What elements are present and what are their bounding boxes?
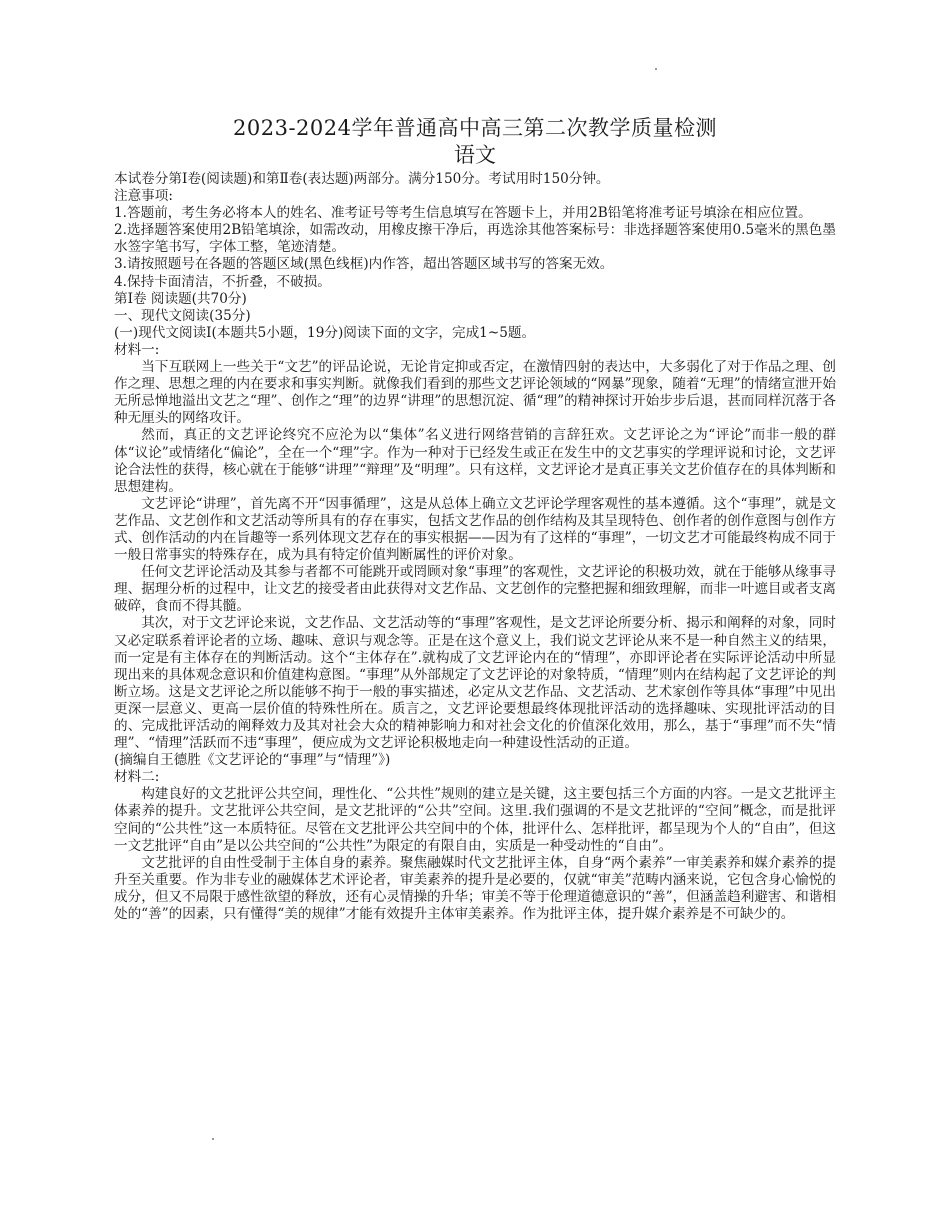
paragraph: 文艺批评的自由性受制于主体自身的素养。聚焦融媒时代文艺批评主体，自身“两个素养”一审美素养和媒介素养的提升至关重要。作为非专业的融媒体艺术评论者，审美素养的提升是必要的，仅就“审美”范畴内涵来说，它包含身心愉悦的成分，但又不局限于感性欲望的释放，还有心灵情操的升华；审美不等于伦理道德意识的“善”，但涵盖趋利避害、和谐相处的“善”的因素，只有懂得“美的规律”才能有效提升主体审美素养。作为批评主体，提升媒介素养是不可缺少的。: [114, 854, 836, 923]
paragraph: 文艺评论“讲理”，首先离不开“因事循理”，这是从总体上确立文艺评论学理客观性的基本遵循。这个“事理”，就是文艺作品、文艺创作和文艺活动等所具有的存在事实，包括文艺作品的创作结构及其呈现特色、创作者的创作意图与创作方式、创作活动的内在旨趣等一系列体现文艺存在的事实根据——因为有了这样的“事理”，一切文艺才可能最终构成不同于一般日常事实的特殊存在，成为具有特定价值判断属性的评价对象。: [114, 495, 836, 564]
scan-speck: [655, 68, 657, 70]
source-citation: (摘编自王德胜《文艺评论的“事理”与“情理”》): [114, 752, 391, 769]
paragraph: 当下互联网上一些关于“文艺”的评品论说，无论肯定抑或否定，在激情四射的表达中，大多弱化了对于作品之理、创作之理、思想之理的内在要求和事实判断。就像我们看到的那些文艺评论领域的“网暴”现象，随着“无理”的情绪宣泄开始无所忌惮地溢出文艺之“理”、创作之“理”的边界“讲理”的思想沉淀、循“理”的精神探讨开始步步后退，甚而同样沉落于各种无厘头的网络攻讦。: [114, 359, 836, 427]
scan-speck: [212, 1138, 214, 1140]
notice-item: 2.选择题答案使用2B铅笔填涂，如需改动，用橡皮擦干净后，再选涂其他答案标号：非选择题答案使用0.5毫米的黑色墨水签字笔书写，字体工整，笔迹清楚。: [114, 222, 836, 256]
material-label: 材料一:: [114, 341, 160, 358]
exam-title: 2023-2024学年普通高中高三第二次教学质量检测: [233, 116, 717, 140]
notice-item: 1.答题前，考生务必将本人的姓名、准考证号等考生信息填写在答题卡上，并用2B铅笔将准考证号填涂在相应位置。: [114, 205, 812, 222]
paragraph: 任何文艺评论活动及其参与者都不可能跳开或罔顾对象“事理”的客观性，文艺评论的积极功效，就在于能够从缘事寻理、据理分析的过程中，让文艺的接受者由此获得对文艺作品、文艺创作的完整把握和细致理解，而非一叶遮目或者支离破碎，食而不得其髓。: [114, 564, 836, 615]
notice-item: 4.保持卡面清洁，不折叠，不破损。: [114, 273, 331, 290]
exam-body: [114, 171, 836, 923]
paragraph: 构建良好的文艺批评公共空间，理性化、“公共性”规则的建立是关键，这主要包括三个方面的内容。一是文艺批评主体素养的提升。文艺批评公共空间，是文艺批评的“公共”空间。这里.我们强调的不是文艺批评的“空间”概念，而是批评空间的“公共性”这一本质特征。尽管在文艺批评公共空间中的个体，批评什么、怎样批评，都呈现为个人的“自由”，但这一文艺批评“自由”是以公共空间的“公共性”为限定的有限自由，实质是一种受动性的“自由”。: [114, 786, 836, 854]
paragraph: 然而，真正的文艺评论终究不应沦为以“集体”名义进行网络营销的言辞狂欢。文艺评论之为“评论”而非一般的群体“议论”或情绪化“偏论”，全在一个“理”字。作为一种对于已经发生或正在发生中的文艺事实的学理评说和讨论，文艺评论合法性的获得，核心就在于能够“讲理”“辩理”及“明理”。只有这样，文艺评论才是真正事关文艺价值存在的具体判断和思想建构。: [114, 427, 836, 495]
exam-description: 本试卷分第Ⅰ卷(阅读题)和第Ⅱ卷(表达题)两部分。满分150分。考试用时150分钟。: [114, 171, 610, 187]
notice-item: 3.请按照题号在各题的答题区域(黑色线框)内作答，超出答题区域书写的答案无效。: [114, 256, 614, 273]
notice-heading: 注意事项:: [114, 188, 173, 205]
section-heading: 一、现代文阅读(35分): [114, 307, 251, 324]
material-label: 材料二:: [114, 769, 160, 786]
part-heading: 第Ⅰ卷 阅读题(共70分): [114, 290, 247, 307]
paragraph: 其次，对于文艺评论来说，文艺作品、文艺活动等的“事理”客观性，是文艺评论所要分析、揭示和阐释的对象，同时又必定联系着评论者的立场、趣味、意识与观念等。正是在这个意义上，我们说文艺评论从来不是一种自然主义的结果，而一定是有主体存在的判断活动。这个“主体存在”.就构成了文艺评论内在的“情理”，亦即评论者在实际评论活动中所显现出来的具体观念意识和价值建构意图。“事理”从外部规定了文艺评论的对象特质，“情理”则内在结构起了文艺评论的判断立场。这是文艺评论之所以能够不拘于一般的事实描述，必定从文艺作品、文艺活动、艺术家创作等具体“事理”中见出更深一层意义、更高一层价值的特殊性所在。质言之，文艺评论要想最终体现批评活动的选择趣味、实现批评活动的目的、完成批评活动的阐释效力及其对社会大众的精神影响力和对社会文化的价值深化效用，那么，基于“事理”而不失“情理”、“情理”活跃而不违“事理”，便应成为文艺评论积极地走向一种建设性活动的正道。: [114, 615, 836, 752]
exam-subject: 语文: [454, 143, 496, 167]
subsection-heading: (一)现代文阅读Ⅰ(本题共5小题，19分)阅读下面的文字，完成1~5题。: [114, 324, 536, 341]
